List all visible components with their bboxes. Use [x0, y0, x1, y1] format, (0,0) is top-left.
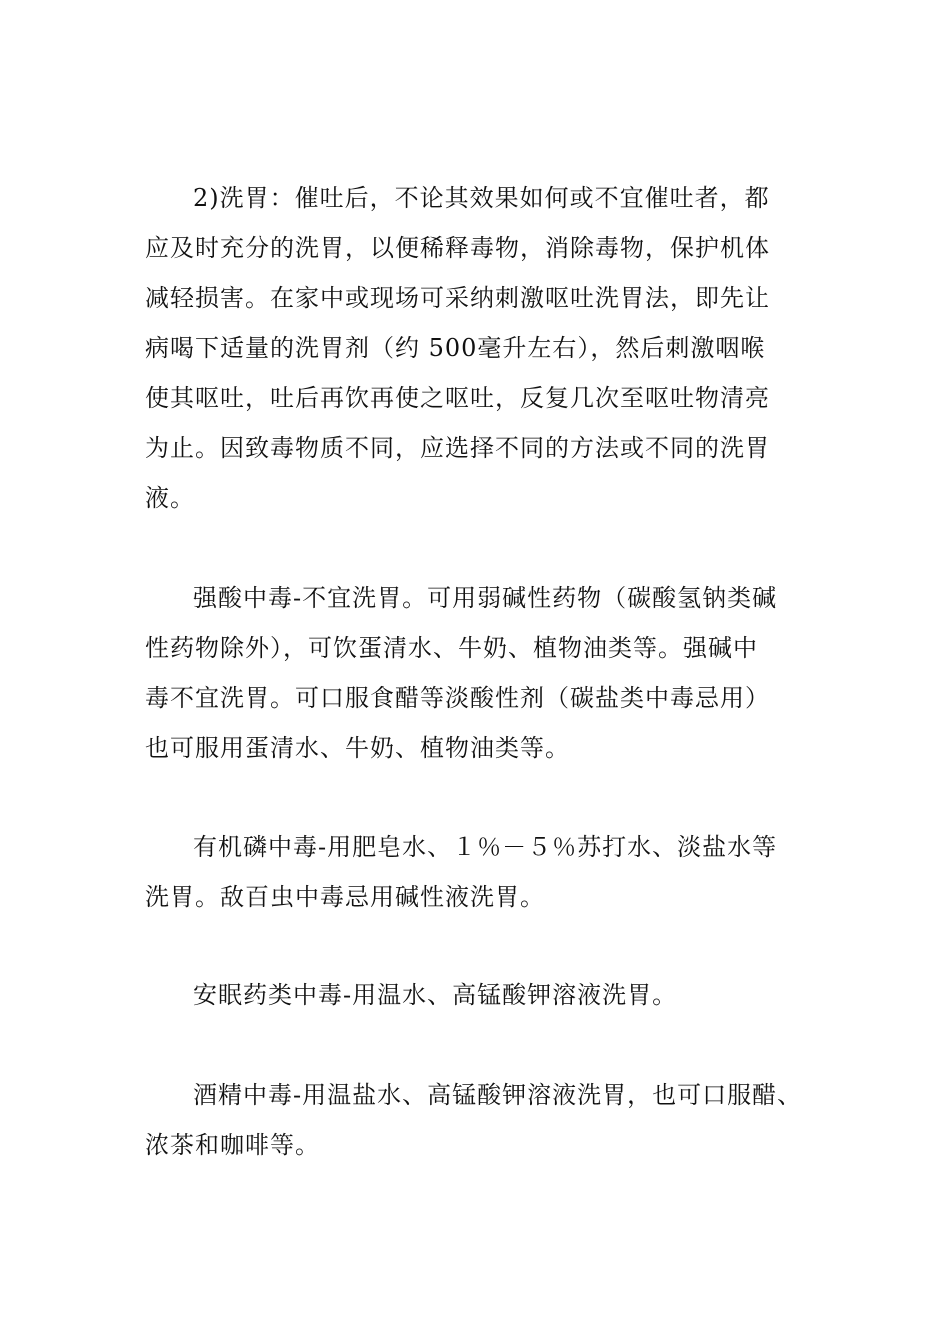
text-line: 2)洗胃：催吐后，不论其效果如何或不宜催吐者，都: [193, 184, 770, 212]
text-line: 毒不宜洗胃。可口服食醋等淡酸性剂（碳盐类中毒忌用）: [145, 684, 770, 712]
text-line: 浓茶和咖啡等。: [145, 1131, 320, 1159]
text-line: 洗胃。敌百虫中毒忌用碱性液洗胃。: [145, 883, 545, 911]
text-line: 有机磷中毒-用肥皂水、１％－５％苏打水、淡盐水等: [193, 833, 778, 861]
paragraph-organophosphate-poisoning: [145, 822, 815, 922]
text-line: 为止。因致毒物质不同，应选择不同的方法或不同的洗胃: [145, 434, 770, 462]
paragraph-gastric-lavage: [145, 173, 815, 523]
text-line: 安眠药类中毒-用温水、高锰酸钾溶液洗胃。: [193, 981, 678, 1009]
text-line: 酒精中毒-用温盐水、高锰酸钾溶液洗胃，也可口服醋、: [193, 1081, 803, 1109]
text-line: 病喝下适量的洗胃剂（约 500毫升左右），然后刺激咽喉: [145, 334, 766, 362]
text-line: 减轻损害。在家中或现场可采纳刺激呕吐洗胃法，即先让: [145, 284, 770, 312]
paragraph-acid-alkali-poisoning: [145, 573, 815, 773]
text-line: 强酸中毒-不宜洗胃。可用弱碱性药物（碳酸氢钠类碱: [193, 584, 778, 612]
text-line: 液。: [145, 484, 195, 512]
text-line: 性药物除外），可饮蛋清水、牛奶、植物油类等。强碱中: [145, 634, 758, 662]
paragraph-alcohol-poisoning: [145, 1070, 815, 1170]
text-line: 应及时充分的洗胃，以便稀释毒物，消除毒物，保护机体: [145, 234, 770, 262]
paragraph-sedative-poisoning: [145, 970, 815, 1020]
text-line: 也可服用蛋清水、牛奶、植物油类等。: [145, 734, 570, 762]
text-line: 使其呕吐，吐后再饮再使之呕吐，反复几次至呕吐物清亮: [145, 384, 770, 412]
